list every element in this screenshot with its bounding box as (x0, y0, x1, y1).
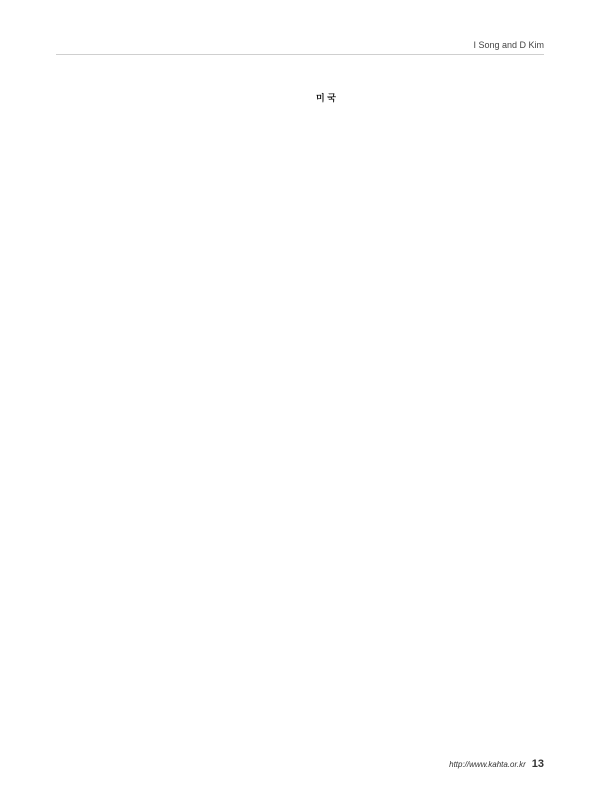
header-rule (56, 54, 544, 55)
left-column (56, 70, 284, 745)
body-paragraph (316, 70, 544, 82)
body-paragraph (316, 127, 544, 139)
body-paragraph (56, 99, 284, 111)
body-paragraph (316, 112, 544, 124)
right-column (316, 70, 544, 745)
journal-url: http://www.kahta.or.kr (449, 760, 526, 769)
body-paragraph (56, 84, 284, 96)
body-paragraph (316, 141, 544, 153)
section-heading: 미 국 (316, 93, 336, 104)
body-paragraph (56, 113, 284, 125)
body-paragraph (56, 128, 284, 140)
body-paragraph (56, 70, 284, 82)
running-header: I Song and D Kim (473, 40, 544, 50)
page-number: 13 (531, 758, 544, 770)
page-footer (449, 758, 544, 770)
